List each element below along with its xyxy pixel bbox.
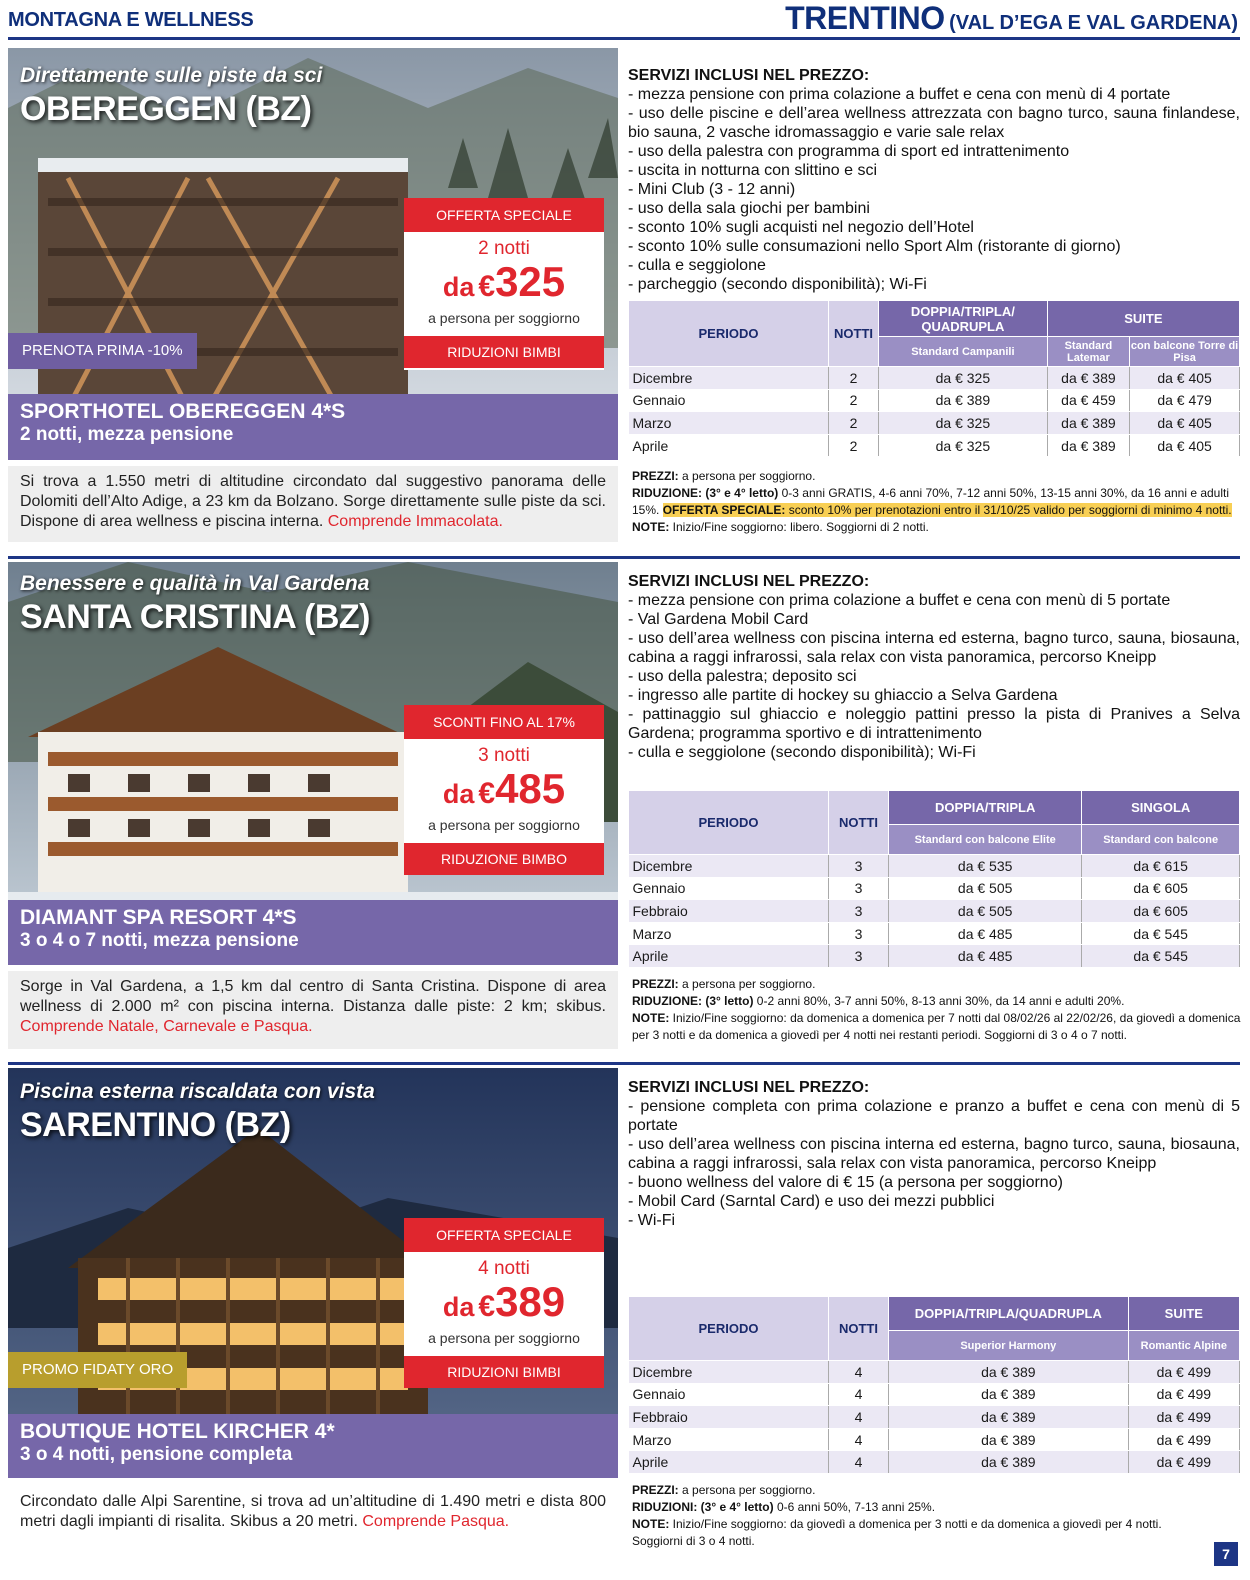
table-row [629,1383,1240,1406]
table-cell: da € 325 [879,434,1048,457]
table-row [629,434,1240,457]
offer-price-value: 389 [495,1278,566,1325]
promo-badge: PRENOTA PRIMA -10% [8,333,197,369]
table-row [629,922,1240,945]
notes-label: PREZZI: [632,977,679,991]
offer-price [404,765,604,819]
notes-text: 0-3 anni GRATIS, 4-6 anni 70%, 7-12 anni 50%, 13-15 anni 30%, da 16 anni e adulti 15%. [632,486,1230,517]
description-text: Si trova a 1.550 metri di altitudine circondato dal suggestivo panorama delle Dolomiti dell’Alto Adige, a 23 km da Bolzano. Sorge direttamente sulle piste da sci. Dispone di area wellness e piscina interna. [20,473,606,530]
table-cell: da € 405 [1130,434,1240,457]
table-cell: da € 389 [1047,434,1129,457]
table-cell: da € 605 [1082,877,1240,900]
notes-label: OFFERTA SPECIALE: [662,503,786,517]
table-cell: 4 [829,1406,889,1429]
service-item: - sconto 10% sulle consumazioni nello Sport Alm (ristorante di giorno) [628,238,1121,255]
notes-text: Inizio/Fine soggiorno: da domenica a domenica per 7 notti dal 08/02/26 al 22/02/26, da giovedì a domenica per 3 notti e da domenica a giovedì per 4 notti nei restanti periodi. Soggiorni di 3 o 4 o 7 notti. [632,1011,1241,1042]
table-row [629,1428,1240,1451]
offer-nights: 2 notti [478,238,530,259]
price-notes [632,976,1242,1044]
col-notti: NOTTI [829,791,889,855]
table-cell: Gennaio [629,877,829,900]
notes-label: PREZZI: [632,1483,679,1497]
col-periodo: PERIODO [629,301,829,367]
table-cell: 3 [829,900,889,923]
notes-text: a persona per soggiorno. [678,1483,816,1497]
service-item: - ingresso alle partite di hockey su ghiaccio a Selva Gardena [628,687,1058,704]
table-cell: da € 389 [1047,412,1129,435]
table-cell: da € 505 [889,877,1082,900]
service-item: - uso dell’area wellness con piscina interna ed esterna, bagno turco, sauna, biosauna, cabina a raggi infrarossi, sala relax con vista panoramica, percorso Kneipp [628,630,1240,666]
table-cell: da € 325 [879,412,1048,435]
price-notes [632,468,1242,536]
table-row [629,855,1240,878]
notes-text: 0-2 anni 80%, 3-7 anni 50%, 8-13 anni 30%, da 14 anni e adulti 20%. [753,994,1125,1008]
table-cell: da € 389 [879,389,1048,412]
region-title [785,0,1238,37]
table-row [629,877,1240,900]
offer-da: da [442,1292,475,1322]
service-item: - Wi-Fi [628,1212,676,1229]
table-cell: da € 479 [1130,389,1240,412]
col-group: DOPPIA/TRIPLA [889,791,1082,825]
table-cell: Dicembre [629,855,829,878]
hotel-card-sarentino [8,1068,1240,1568]
col-group: SUITE [1047,301,1239,337]
service-item: - culla e seggiolone [628,257,766,274]
table-cell: da € 499 [1128,1361,1239,1384]
table-cell: da € 459 [1047,389,1129,412]
service-item: - mezza pensione con prima colazione a buffet e cena con menù di 4 portate [628,86,1171,103]
offer-price [404,258,604,312]
hotel-description [8,971,618,1049]
notes-text: Inizio/Fine soggiorno: da giovedì a domenica per 3 notti e da domenica a giovedì per 4 notti. Soggiorni di 3 o 4 notti. [632,1517,1162,1548]
col-group: DOPPIA/TRIPLA/ QUADRUPLA [879,301,1048,337]
table-cell: 2 [829,412,879,435]
table-row [629,945,1240,968]
services-title: SERVIZI INCLUSI NEL PREZZO: [628,67,870,84]
table-cell: 4 [829,1451,889,1474]
divider [8,37,1240,40]
divider [8,1062,1240,1065]
service-item: - uso della sala giochi per bambini [628,200,870,217]
hotel-duration: 3 o 4 o 7 notti, mezza pensione [20,930,299,951]
table-cell: Marzo [629,412,829,435]
offer-children-reduction: RIDUZIONE BIMBO [404,843,604,875]
description-highlight: Comprende Immacolata. [327,513,503,530]
notes-text: a persona per soggiorno. [678,469,816,483]
page-number: 7 [1214,1542,1238,1566]
notes-text: Inizio/Fine soggiorno: libero. Soggiorni di 2 notti. [669,520,929,534]
table-cell: da € 615 [1082,855,1240,878]
col-sub: Standard Latemar [1047,337,1129,367]
hotel-description [8,1486,618,1558]
table-cell: da € 545 [1082,922,1240,945]
col-periodo: PERIODO [629,1297,829,1361]
table-row [629,1361,1240,1384]
table-cell: da € 389 [1047,367,1129,390]
description-text: Sorge in Val Gardena, a 1,5 km dal centro di Santa Cristina. Dispone di area wellness di 2.000 m² con piscina interna. Distanza dalle piste: 2 km; skibus. [20,978,606,1015]
offer-nights: 4 notti [478,1258,530,1279]
description-highlight: Comprende Natale, Carnevale e Pasqua. [20,1018,313,1035]
offer-per-person: a persona per soggiorno [428,817,580,833]
notes-label: RIDUZIONE: (3° letto) [632,994,754,1008]
service-item: - mezza pensione con prima colazione a buffet e cena con menù di 5 portate [628,592,1171,609]
price-notes [632,1482,1242,1550]
description-highlight: Comprende Pasqua. [362,1513,510,1530]
table-cell: 4 [829,1383,889,1406]
services-title: SERVIZI INCLUSI NEL PREZZO: [628,1079,870,1096]
hotel-name-band [8,1414,618,1478]
description-text: Circondato dalle Alpi Sarentine, si trova ad un’altitudine di 1.490 metri e dista 800 metri dagli impianti di risalita. Skibus a 20 metri. [20,1493,606,1530]
offer-price [404,1278,604,1332]
col-group: DOPPIA/TRIPLA/QUADRUPLA [889,1297,1129,1331]
services-list [628,572,1240,762]
hotel-city: OBEREGGEN (BZ) [20,90,312,128]
offer-children-reduction: RIDUZIONI BIMBI [404,336,604,368]
table-cell: Febbraio [629,1406,829,1429]
col-sub: Superior Harmony [889,1331,1129,1361]
table-cell: Gennaio [629,389,829,412]
table-cell: da € 499 [1128,1428,1239,1451]
offer-title: OFFERTA SPECIALE [404,1218,604,1252]
table-cell: 4 [829,1428,889,1451]
col-sub: Romantic Alpine [1128,1331,1239,1361]
table-cell: da € 535 [889,855,1082,878]
special-offer-highlight [663,503,1232,517]
region-subtitle: (VAL D’EGA E VAL GARDENA) [949,12,1238,34]
table-cell: 2 [829,367,879,390]
table-cell: da € 605 [1082,900,1240,923]
hotel-city: SARENTINO (BZ) [20,1106,291,1144]
hotel-name-band [8,394,618,460]
table-cell: Aprile [629,434,829,457]
table-cell: Aprile [629,945,829,968]
section-title: MONTAGNA E WELLNESS [8,9,254,31]
table-row [629,412,1240,435]
notes-label: NOTE: [632,1517,670,1531]
hotel-duration: 2 notti, mezza pensione [20,424,234,445]
hotel-duration: 3 o 4 notti, pensione completa [20,1444,293,1465]
table-cell: 3 [829,945,889,968]
offer-price-value: 325 [495,258,566,305]
offer-da: da [442,272,475,302]
table-cell: Dicembre [629,367,829,390]
col-group: SINGOLA [1082,791,1240,825]
hotel-tagline: Benessere e qualità in Val Gardena [20,572,370,595]
table-cell: Marzo [629,1428,829,1451]
service-item: - parcheggio (secondo disponibilità); Wi-Fi [628,276,927,293]
table-cell: Dicembre [629,1361,829,1384]
table-cell: da € 389 [889,1451,1129,1474]
table-row [629,389,1240,412]
offer-per-person: a persona per soggiorno [428,1330,580,1346]
offer-box [404,198,604,370]
table-row [629,1406,1240,1429]
table-cell: da € 499 [1128,1451,1239,1474]
table-cell: da € 505 [889,900,1082,923]
table-cell: da € 389 [889,1383,1129,1406]
table-cell: da € 389 [889,1428,1129,1451]
hotel-name: SPORTHOTEL OBEREGGEN 4*S [20,400,346,423]
hotel-city: SANTA CRISTINA (BZ) [20,598,370,636]
table-cell: Febbraio [629,900,829,923]
col-notti: NOTTI [829,301,879,367]
service-item: - Val Gardena Mobil Card [628,611,809,628]
table-cell: 3 [829,877,889,900]
table-cell: da € 405 [1130,367,1240,390]
notes-text: sconto 10% per prenotazioni entro il 31/10/25 valido per soggiorni di minimo 4 notti. [785,503,1232,517]
col-periodo: PERIODO [629,791,829,855]
table-cell: 2 [829,389,879,412]
table-cell: da € 499 [1128,1383,1239,1406]
offer-title: OFFERTA SPECIALE [404,198,604,232]
table-cell: 3 [829,922,889,945]
services-list [628,66,1240,294]
service-item: - sconto 10% sugli acquisti nel negozio dell’Hotel [628,219,974,236]
table-row [629,1451,1240,1474]
offer-price-value: 485 [495,765,566,812]
col-notti: NOTTI [829,1297,889,1361]
hotel-name: BOUTIQUE HOTEL KIRCHER 4* [20,1420,335,1443]
service-item: - uso della palestra con programma di sport ed intrattenimento [628,143,1070,160]
table-cell: 2 [829,434,879,457]
notes-label: NOTE: [632,1011,670,1025]
offer-box [404,705,604,875]
notes-label: RIDUZIONE: (3° e 4° letto) [632,486,779,500]
notes-label: NOTE: [632,520,670,534]
hotel-tagline: Direttamente sulle piste da sci [20,64,323,87]
service-item: - uso delle piscine e dell’area wellness attrezzata con bagno turco, sauna finlandese, bio sauna, 2 vasche idromassaggio e varie sale relax [628,105,1240,141]
notes-text: a persona per soggiorno. [678,977,816,991]
hotel-description [8,466,618,542]
services-title: SERVIZI INCLUSI NEL PREZZO: [628,573,870,590]
col-sub: Standard con balcone Elite [889,825,1082,855]
notes-label: PREZZI: [632,469,679,483]
service-item: - uso della palestra; deposito sci [628,668,857,685]
service-item: - pattinaggio sul ghiaccio e noleggio pattini presso la pista di Pranives a Selva Gardena; programma sportivo e di intrattenimento [628,706,1240,742]
service-item: - pensione completa con prima colazione e pranzo a buffet e cena con menù di 5 portate [628,1098,1240,1134]
price-table [628,300,1240,457]
table-cell: da € 325 [879,367,1048,390]
hotel-card-santa-cristina [8,562,1240,1052]
table-row [629,367,1240,390]
col-sub: con balcone Torre di Pisa [1130,337,1240,367]
hotel-name-band [8,900,618,965]
table-cell: da € 545 [1082,945,1240,968]
service-item: - culla e seggiolone (secondo disponibilità); Wi-Fi [628,744,976,761]
col-group: SUITE [1128,1297,1239,1331]
hotel-tagline: Piscina esterna riscaldata con vista [20,1080,375,1103]
offer-currency: € [478,777,496,810]
table-row [629,900,1240,923]
price-table [628,790,1240,968]
offer-currency: € [478,270,496,303]
table-cell: da € 405 [1130,412,1240,435]
table-cell: 3 [829,855,889,878]
service-item: - buono wellness del valore di € 15 (a persona per soggiorno) [628,1174,1063,1191]
service-item: - Mobil Card (Sarntal Card) e uso dei mezzi pubblici [628,1193,995,1210]
offer-currency: € [478,1290,496,1323]
offer-nights: 3 notti [478,745,530,766]
table-cell: Aprile [629,1451,829,1474]
services-list [628,1078,1240,1230]
offer-da: da [442,779,475,809]
table-cell: da € 389 [889,1361,1129,1384]
offer-children-reduction: RIDUZIONI BIMBI [404,1356,604,1388]
notes-text: 0-6 anni 50%, 7-13 anni 25%. [773,1500,936,1514]
service-item: - uscita in notturna con slittino e sci [628,162,878,179]
notes-label: RIDUZIONI: (3° e 4° letto) [632,1500,774,1514]
service-item: - uso dell’area wellness con piscina interna ed esterna, bagno turco, sauna, biosauna, cabina a raggi infrarossi, sala relax con vista panoramica, percorso Kneipp [628,1136,1240,1172]
divider [8,556,1240,559]
hotel-card-obereggen [8,48,1240,543]
offer-per-person: a persona per soggiorno [428,310,580,326]
table-cell: Marzo [629,922,829,945]
col-sub: Standard Campanili [879,337,1048,367]
table-cell: da € 499 [1128,1406,1239,1429]
service-item: - Mini Club (3 - 12 anni) [628,181,796,198]
promo-badge: PROMO FIDATY ORO [8,1352,187,1388]
price-table [628,1296,1240,1474]
region-name: TRENTINO [785,0,945,36]
table-cell: Gennaio [629,1383,829,1406]
col-sub: Standard con balcone [1082,825,1240,855]
table-cell: 4 [829,1361,889,1384]
table-cell: da € 485 [889,945,1082,968]
hotel-name: DIAMANT SPA RESORT 4*S [20,906,297,929]
table-cell: da € 389 [889,1406,1129,1429]
offer-box [404,1218,604,1388]
offer-title: SCONTI FINO AL 17% [404,705,604,739]
table-cell: da € 485 [889,922,1082,945]
